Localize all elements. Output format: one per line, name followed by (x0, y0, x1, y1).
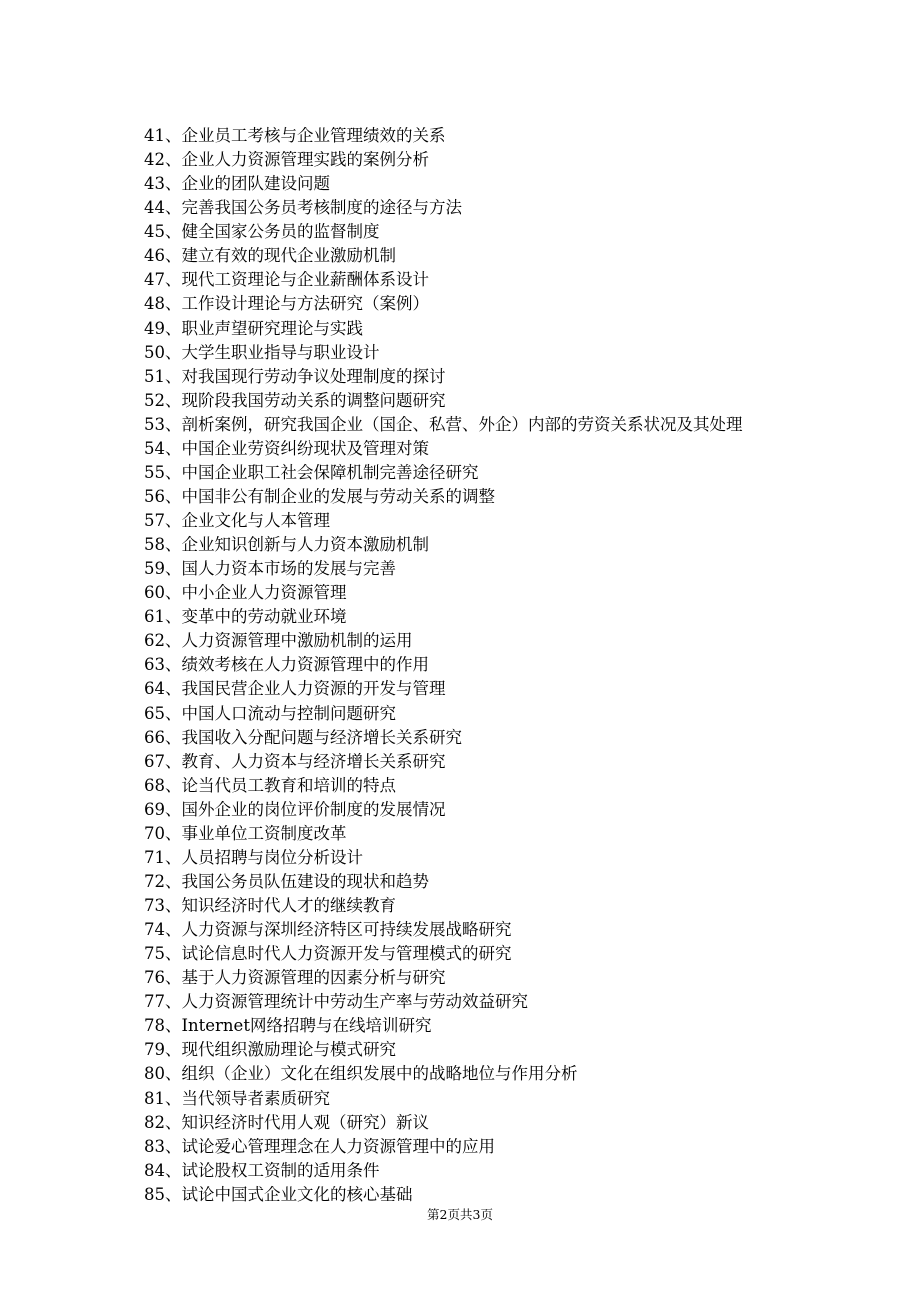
list-item: 69、国外企业的岗位评价制度的发展情况 (144, 799, 446, 819)
list-item: 60、中小企业人力资源管理 (144, 583, 347, 603)
list-item: 48、工作设计理论与方法研究（案例） (144, 294, 429, 314)
list-item: 49、职业声望研究理论与实践 (144, 318, 363, 338)
list-item: 66、我国收入分配问题与经济增长关系研究 (144, 727, 462, 747)
list-item: 47、现代工资理论与企业薪酬体系设计 (144, 270, 429, 290)
list-item: 45、健全国家公务员的监督制度 (144, 222, 380, 242)
list-item: 54、中国企业劳资纠纷现状及管理对策 (144, 438, 429, 458)
list-item: 61、变革中的劳动就业环境 (144, 607, 347, 627)
list-item: 70、事业单位工资制度改革 (144, 823, 347, 843)
list-item: 80、组织（企业）文化在组织发展中的战略地位与作用分析 (144, 1064, 578, 1084)
list-item: 50、大学生职业指导与职业设计 (144, 342, 380, 362)
list-item: 75、试论信息时代人力资源开发与管理模式的研究 (144, 944, 512, 964)
list-item: 52、现阶段我国劳动关系的调整问题研究 (144, 390, 446, 410)
list-item: 68、论当代员工教育和培训的特点 (144, 775, 396, 795)
list-item: 83、试论爱心管理理念在人力资源管理中的应用 (144, 1136, 495, 1156)
list-item: 85、试论中国式企业文化的核心基础 (144, 1184, 413, 1204)
list-item: 65、中国人口流动与控制问题研究 (144, 703, 396, 723)
list-item: 72、我国公务员队伍建设的现状和趋势 (144, 871, 429, 891)
list-item: 44、完善我国公务员考核制度的途径与方法 (144, 198, 462, 218)
list-item: 74、人力资源与深圳经济特区可持续发展战略研究 (144, 920, 512, 940)
topic-list (144, 124, 904, 1207)
list-item: 56、中国非公有制企业的发展与劳动关系的调整 (144, 486, 495, 506)
list-item: 82、知识经济时代用人观（研究）新议 (144, 1112, 429, 1132)
list-item: 77、人力资源管理统计中劳动生产率与劳动效益研究 (144, 992, 528, 1012)
list-item: 78、Internet网络招聘与在线培训研究 (144, 1016, 432, 1036)
list-item: 67、教育、人力资本与经济增长关系研究 (144, 751, 446, 771)
list-item: 76、基于人力资源管理的因素分析与研究 (144, 968, 446, 988)
list-item: 41、企业员工考核与企业管理绩效的关系 (144, 126, 446, 145)
list-item: 59、国人力资本市场的发展与完善 (144, 559, 396, 579)
list-item: 57、企业文化与人本管理 (144, 511, 330, 530)
page-number-footer: 第2页共3页 (427, 1207, 493, 1222)
list-item: 73、知识经济时代人才的继续教育 (144, 896, 396, 915)
list-item: 46、建立有效的现代企业激励机制 (144, 246, 396, 266)
list-item: 81、当代领导者素质研究 (144, 1088, 330, 1108)
list-item: 62、人力资源管理中激励机制的运用 (144, 631, 413, 651)
list-item: 63、绩效考核在人力资源管理中的作用 (144, 655, 429, 675)
list-item: 55、中国企业职工社会保障机制完善途径研究 (144, 462, 479, 482)
list-item: 64、我国民营企业人力资源的开发与管理 (144, 679, 446, 699)
list-item: 51、对我国现行劳动争议处理制度的探讨 (144, 366, 446, 386)
list-item: 42、企业人力资源管理实践的案例分析 (144, 150, 429, 170)
list-item: 43、企业的团队建设问题 (144, 174, 330, 194)
list-item: 84、试论股权工资制的适用条件 (144, 1160, 380, 1180)
list-item: 71、人员招聘与岗位分析设计 (144, 847, 363, 867)
list-item: 58、企业知识创新与人力资本激励机制 (144, 535, 429, 555)
list-item: 53、剖析案例，研究我国企业（国企、私营、外企）内部的劳资关系状况及其处理 (144, 414, 743, 434)
list-item: 79、现代组织激励理论与模式研究 (144, 1040, 396, 1060)
